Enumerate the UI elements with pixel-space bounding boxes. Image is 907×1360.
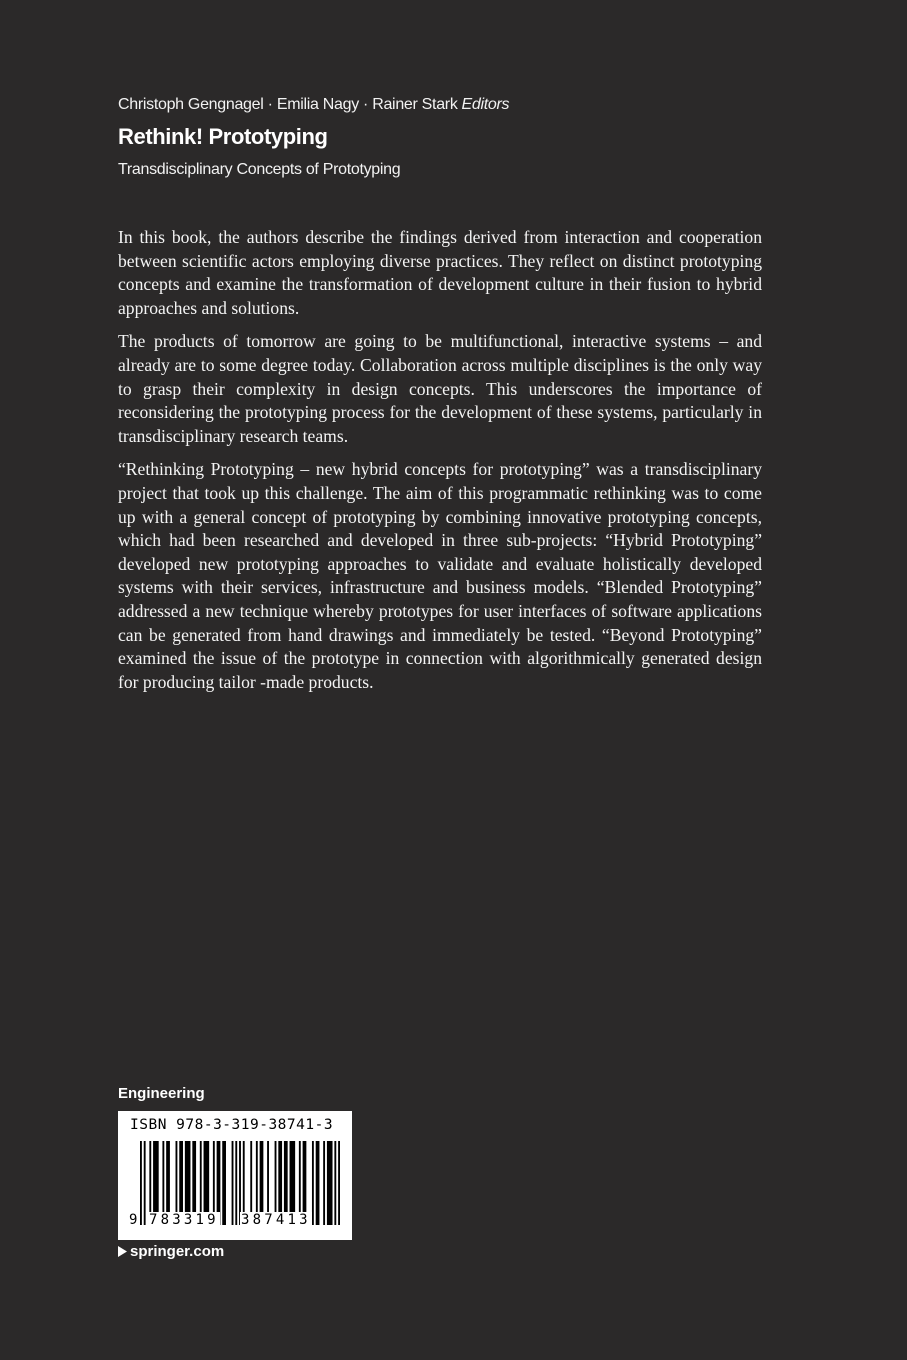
- publisher-site[interactable]: [118, 1243, 224, 1260]
- isbn-barcode: [118, 1111, 352, 1240]
- barcode-digits-left: 783319: [149, 1212, 219, 1228]
- barcode-digits: [118, 1212, 352, 1234]
- barcode-digits-right: 387413: [241, 1212, 311, 1228]
- editors-names: Christoph Gengnagel · Emilia Nagy · Rainer Stark: [118, 96, 458, 113]
- editors-role: Editors: [461, 96, 510, 113]
- subject-category: Engineering: [118, 1085, 205, 1102]
- blurb-paragraph-1: In this book, the authors describe the findings derived from interaction and cooperation between scientific actors employing diverse practices. They reflect on distinct prototyping concepts and examine the transformation of development culture in their fusion to hybrid approaches and solutions.: [118, 227, 762, 318]
- book-subtitle: Transdisciplinary Concepts of Prototyping: [118, 161, 401, 178]
- blurb-paragraph-2: The products of tomorrow are going to be multifunctional, interactive systems – and already are to some degree today. Collaboration across multiple disciplines is the only way to grasp their complexity in design concepts. This underscores the importance of reconsidering the prototyping process for the development of these systems, particularly in transdisciplinary research teams.: [118, 331, 762, 446]
- barcode-digit-prefix: 9: [129, 1212, 138, 1228]
- publisher-site-label[interactable]: springer.com: [130, 1243, 225, 1260]
- blurb-paragraph-3: “Rethinking Prototyping – new hybrid concepts for prototyping” was a transdisciplinary project that took up this challenge. The aim of this programmatic rethinking was to come up with a general concept of prototyping by combining innovative prototyping concepts, which had been researched and developed in three sub-projects: “Hybrid Prototyping” developed new prototyping approaches to validate and evaluate holistically developed systems with their services, infrastructure and business models. “Blended Prototyping” addressed a new technique whereby prototypes for user interfaces of software applications can be generated from hand drawings and immediately be tested. “Beyond Prototyping” examined the issue of the prototype in connection with algorithmically generated design for producing tailor -made products.: [118, 459, 762, 692]
- isbn-label: ISBN 978-3-319-38741-3: [130, 1117, 334, 1133]
- blurb: [118, 226, 762, 704]
- editors-line: [118, 96, 509, 114]
- book-title: Rethink! Prototyping: [118, 124, 328, 149]
- play-arrow-icon: [118, 1246, 127, 1257]
